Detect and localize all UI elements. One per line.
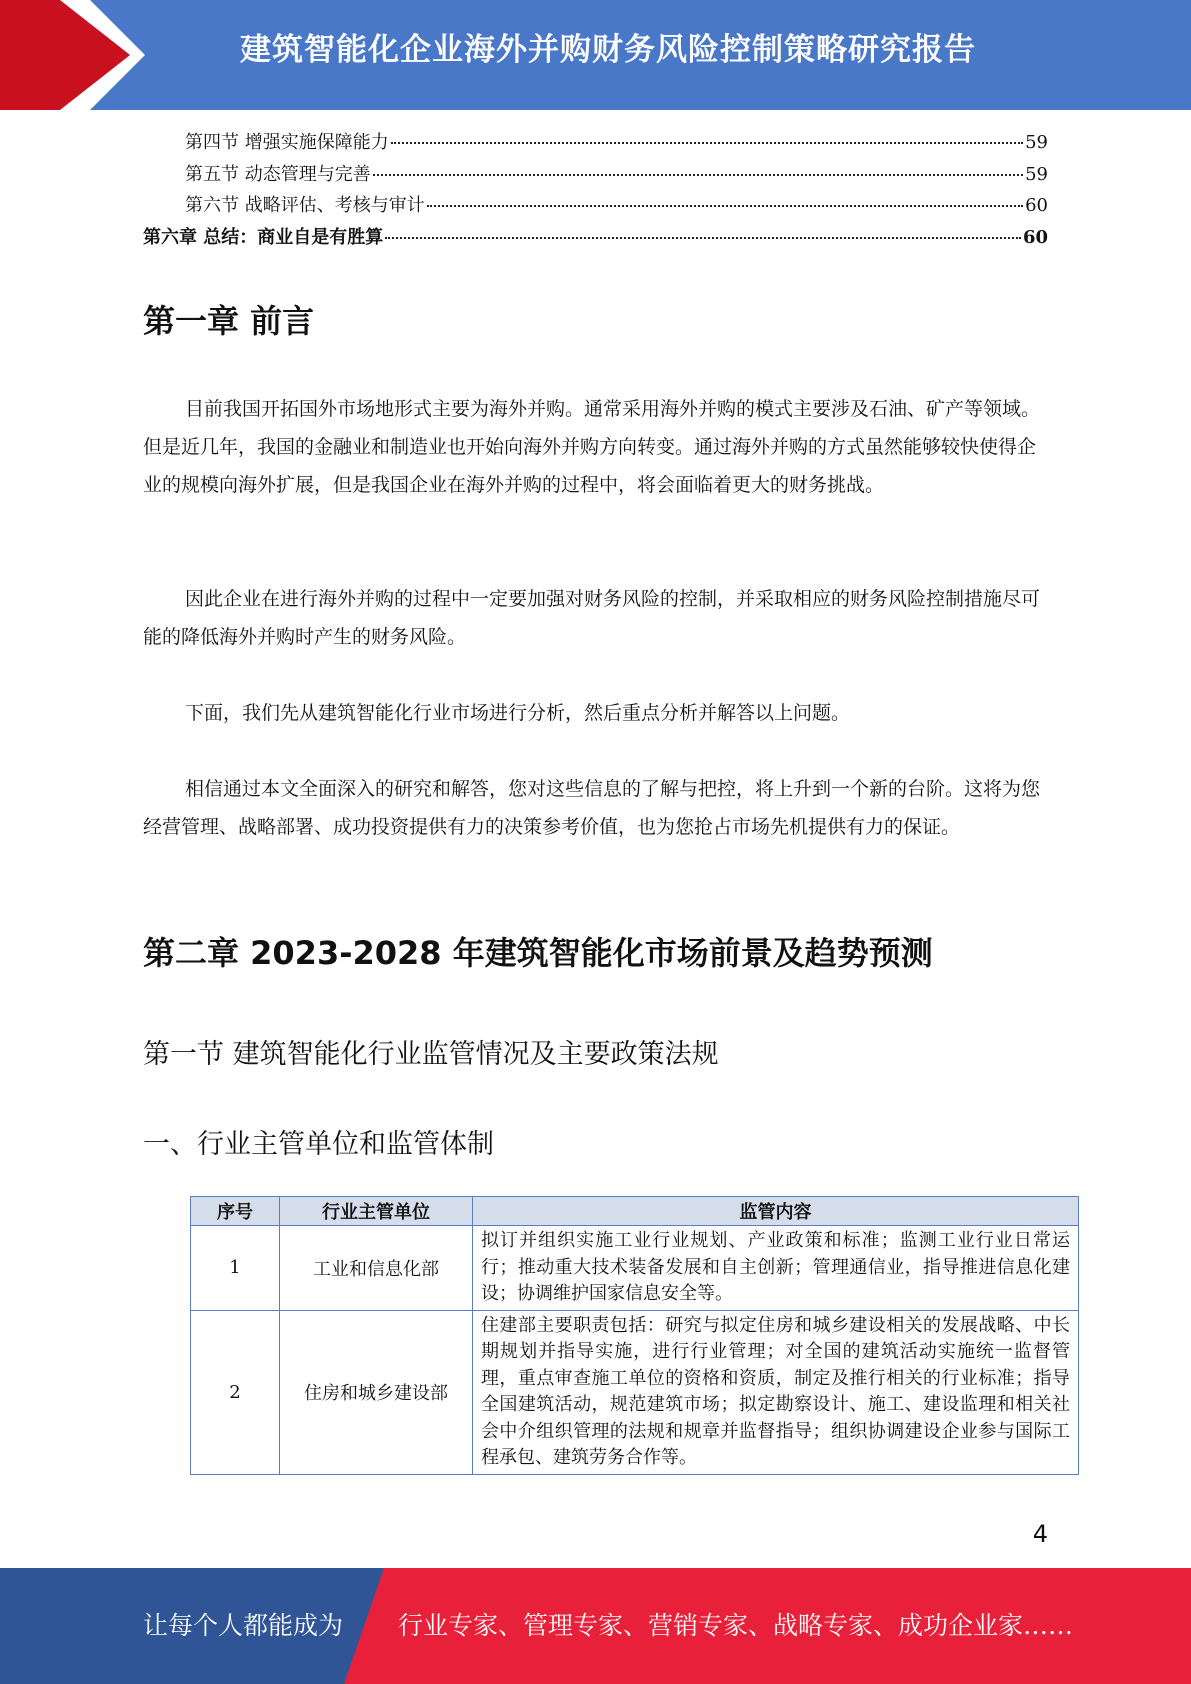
subsection-heading: 一、行业主管单位和监管体制 bbox=[143, 1129, 494, 1160]
paragraph: 相信通过本文全面深入的研究和解答，您对这些信息的了解与把控，将上升到一个新的台阶。这将为您经营管理、战略部署、成功投资提供有力的决策参考价值，也为您抢占市场先机提供有力的保证。 bbox=[143, 778, 1041, 838]
toc-entry-label: 第五节 动态管理与完善 bbox=[185, 163, 371, 185]
cell-unit: 工业和信息化部 bbox=[280, 1226, 473, 1311]
toc-entry-page: 59 bbox=[1025, 132, 1048, 153]
toc-entry[interactable] bbox=[143, 160, 1048, 192]
page-header bbox=[0, 0, 1191, 110]
table-header-row bbox=[191, 1197, 1079, 1226]
section-heading: 第一节 建筑智能化行业监管情况及主要政策法规 bbox=[143, 1039, 719, 1070]
footer-slogan-left: 让每个人都能成为 bbox=[143, 1611, 344, 1640]
cell-no: 2 bbox=[191, 1310, 280, 1474]
chapter-1-heading: 第一章 前言 bbox=[143, 302, 315, 340]
chapter-2-heading: 第二章 2023-2028 年建筑智能化市场前景及趋势预测 bbox=[143, 934, 933, 972]
toc-entry-page: 59 bbox=[1025, 163, 1048, 185]
cell-unit: 住房和城乡建设部 bbox=[280, 1310, 473, 1474]
toc-entry-label: 第四节 增强实施保障能力 bbox=[185, 132, 389, 153]
paragraph: 下面，我们先从建筑智能化行业市场进行分析，然后重点分析并解答以上问题。 bbox=[185, 702, 851, 724]
column-header-content: 监管内容 bbox=[473, 1197, 1079, 1226]
cell-content: 住建部主要职责包括：研究与拟定住房和城乡建设相关的发展战略、中长期规划并指导实施，进行行业管理；对全国的建筑活动实施统一监督管理，重点审查施工单位的资格和资质，制定及推行相关的行业标准；指导全国建筑活动，规范建筑市场；拟定勘察设计、施工、建设监理和相关社会中介组织管理的法规和规章并监督指导；组织协调建设企业参与国际工程承包、建筑劳务合作等。 bbox=[473, 1310, 1079, 1474]
column-header-no: 序号 bbox=[191, 1197, 280, 1226]
report-title: 建筑智能化企业海外并购财务风险控制策略研究报告 bbox=[240, 32, 976, 68]
column-header-unit: 行业主管单位 bbox=[280, 1197, 473, 1226]
cell-no: 1 bbox=[191, 1226, 280, 1311]
cell-content: 拟订并组织实施工业行业规划、产业政策和标准；监测工业行业日常运行；推动重大技术装备发展和自主创新；管理通信业，指导推进信息化建设；协调维护国家信息安全等。 bbox=[473, 1226, 1079, 1311]
table-row bbox=[191, 1310, 1079, 1474]
table-row bbox=[191, 1226, 1079, 1311]
regulator-table bbox=[190, 1196, 1079, 1475]
paragraph: 因此企业在进行海外并购的过程中一定要加强对财务风险的控制，并采取相应的财务风险控制措施尽可能的降低海外并购时产生的财务风险。 bbox=[143, 588, 1041, 648]
toc-entry[interactable] bbox=[143, 191, 1048, 223]
toc-entry[interactable] bbox=[143, 128, 1048, 160]
toc-leader-dots bbox=[385, 237, 1021, 239]
page-footer bbox=[0, 1568, 1191, 1684]
table-of-contents bbox=[143, 128, 1048, 254]
toc-entry-label: 第六章 总结：商业自是有胜算 bbox=[143, 226, 384, 248]
toc-leader-dots bbox=[373, 174, 1023, 176]
toc-entry-chapter[interactable] bbox=[143, 223, 1048, 255]
footer-slogan-right: 行业专家、管理专家、营销专家、战略专家、成功企业家…… bbox=[398, 1611, 1074, 1640]
toc-leader-dots bbox=[427, 205, 1023, 207]
paragraph: 目前我国开拓国外市场地形式主要为海外并购。通常采用海外并购的模式主要涉及石油、矿产等领域。但是近几年，我国的金融业和制造业也开始向海外并购方向转变。通过海外并购的方式虽然能够较快使得企业的规模向海外扩展，但是我国企业在海外并购的过程中，将会面临着更大的财务挑战。 bbox=[143, 398, 1041, 496]
toc-leader-dots bbox=[391, 142, 1023, 144]
toc-entry-page: 60 bbox=[1025, 195, 1048, 216]
page-number: 4 bbox=[1032, 1520, 1048, 1548]
toc-entry-page: 60 bbox=[1022, 226, 1048, 248]
toc-entry-label: 第六节 战略评估、考核与审计 bbox=[185, 195, 425, 216]
